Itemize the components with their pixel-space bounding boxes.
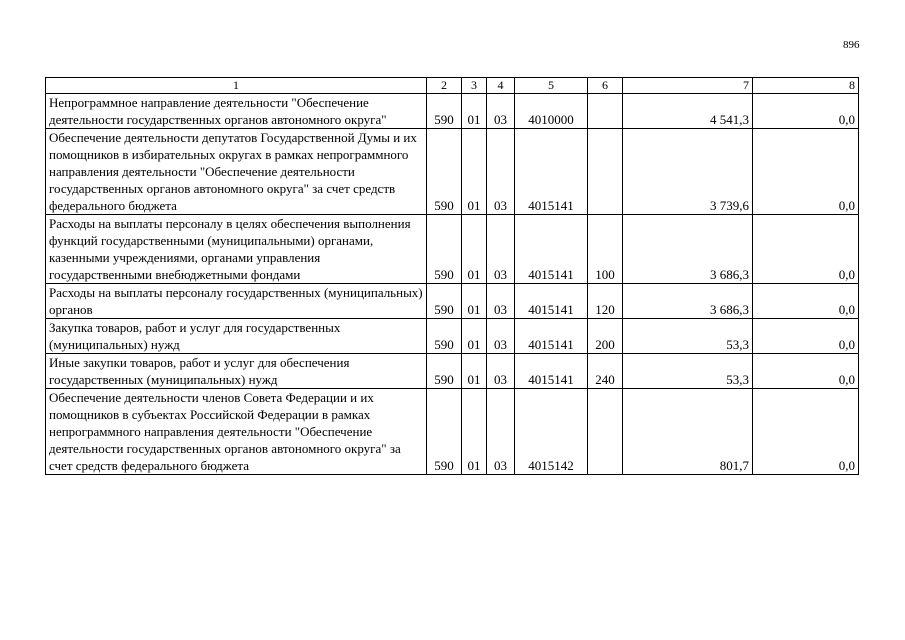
budget-table bbox=[45, 77, 859, 475]
column-number-row bbox=[46, 78, 859, 94]
column-header: 1 bbox=[46, 78, 427, 94]
cell-col5: 4015141 bbox=[515, 284, 588, 319]
cell-col6 bbox=[588, 389, 623, 475]
cell-col4: 03 bbox=[487, 389, 515, 475]
cell-col5: 4015141 bbox=[515, 129, 588, 215]
cell-col3: 01 bbox=[462, 215, 487, 284]
cell-col7: 801,7 bbox=[623, 389, 753, 475]
row-name: Обеспечение деятельности депутатов Государственной Думы и их помощников в избирательных округах в рамках непрограммного направления деятельности "Обеспечение деятельности государственных органов автономного округа" за счет средств федерального бюджета bbox=[46, 129, 427, 215]
cell-col7: 3 686,3 bbox=[623, 284, 753, 319]
column-header: 5 bbox=[515, 78, 588, 94]
row-name: Непрограммное направление деятельности "Обеспечение деятельности государственных органов автономного округа" bbox=[46, 94, 427, 129]
cell-col4: 03 bbox=[487, 94, 515, 129]
cell-col2: 590 bbox=[427, 284, 462, 319]
cell-col6: 200 bbox=[588, 319, 623, 354]
row-name: Закупка товаров, работ и услуг для государственных (муниципальных) нужд bbox=[46, 319, 427, 354]
cell-col4: 03 bbox=[487, 319, 515, 354]
table-row bbox=[46, 319, 859, 354]
cell-col7: 4 541,3 bbox=[623, 94, 753, 129]
table-row bbox=[46, 129, 859, 215]
cell-col4: 03 bbox=[487, 215, 515, 284]
cell-col6 bbox=[588, 94, 623, 129]
cell-col4: 03 bbox=[487, 129, 515, 215]
cell-col2: 590 bbox=[427, 389, 462, 475]
cell-col6: 120 bbox=[588, 284, 623, 319]
column-header: 3 bbox=[462, 78, 487, 94]
cell-col2: 590 bbox=[427, 354, 462, 389]
table-row bbox=[46, 94, 859, 129]
cell-col5: 4015141 bbox=[515, 319, 588, 354]
row-name: Иные закупки товаров, работ и услуг для обеспечения государственных (муниципальных) нужд bbox=[46, 354, 427, 389]
cell-col5: 4015142 bbox=[515, 389, 588, 475]
row-name: Обеспечение деятельности членов Совета Федерации и их помощников в субъектах Российской Федерации в рамках непрограммного направления деятельности "Обеспечение деятельности государственных органов автономного округа" за счет средств федерального бюджета bbox=[46, 389, 427, 475]
cell-col5: 4010000 bbox=[515, 94, 588, 129]
cell-col3: 01 bbox=[462, 129, 487, 215]
cell-col8: 0,0 bbox=[753, 389, 859, 475]
cell-col7: 53,3 bbox=[623, 354, 753, 389]
cell-col7: 3 686,3 bbox=[623, 215, 753, 284]
page-number: 896 bbox=[843, 39, 860, 51]
cell-col3: 01 bbox=[462, 389, 487, 475]
cell-col6: 240 bbox=[588, 354, 623, 389]
cell-col8: 0,0 bbox=[753, 94, 859, 129]
cell-col8: 0,0 bbox=[753, 319, 859, 354]
cell-col2: 590 bbox=[427, 215, 462, 284]
cell-col5: 4015141 bbox=[515, 215, 588, 284]
cell-col7: 53,3 bbox=[623, 319, 753, 354]
cell-col6 bbox=[588, 129, 623, 215]
cell-col2: 590 bbox=[427, 94, 462, 129]
table-row bbox=[46, 354, 859, 389]
cell-col3: 01 bbox=[462, 354, 487, 389]
table-row bbox=[46, 215, 859, 284]
column-header: 6 bbox=[588, 78, 623, 94]
cell-col8: 0,0 bbox=[753, 354, 859, 389]
cell-col8: 0,0 bbox=[753, 215, 859, 284]
cell-col3: 01 bbox=[462, 284, 487, 319]
table-row bbox=[46, 284, 859, 319]
cell-col7: 3 739,6 bbox=[623, 129, 753, 215]
row-name: Расходы на выплаты персоналу в целях обеспечения выполнения функций государственными (муниципальными) органами, казенными учреждениями, органами управления государственными внебюджетными фондами bbox=[46, 215, 427, 284]
cell-col2: 590 bbox=[427, 319, 462, 354]
cell-col4: 03 bbox=[487, 354, 515, 389]
row-name: Расходы на выплаты персоналу государственных (муниципальных) органов bbox=[46, 284, 427, 319]
cell-col6: 100 bbox=[588, 215, 623, 284]
cell-col5: 4015141 bbox=[515, 354, 588, 389]
table-row bbox=[46, 389, 859, 475]
cell-col4: 03 bbox=[487, 284, 515, 319]
cell-col8: 0,0 bbox=[753, 129, 859, 215]
column-header: 2 bbox=[427, 78, 462, 94]
cell-col2: 590 bbox=[427, 129, 462, 215]
column-header: 4 bbox=[487, 78, 515, 94]
column-header: 8 bbox=[753, 78, 859, 94]
column-header: 7 bbox=[623, 78, 753, 94]
cell-col8: 0,0 bbox=[753, 284, 859, 319]
cell-col3: 01 bbox=[462, 319, 487, 354]
cell-col3: 01 bbox=[462, 94, 487, 129]
